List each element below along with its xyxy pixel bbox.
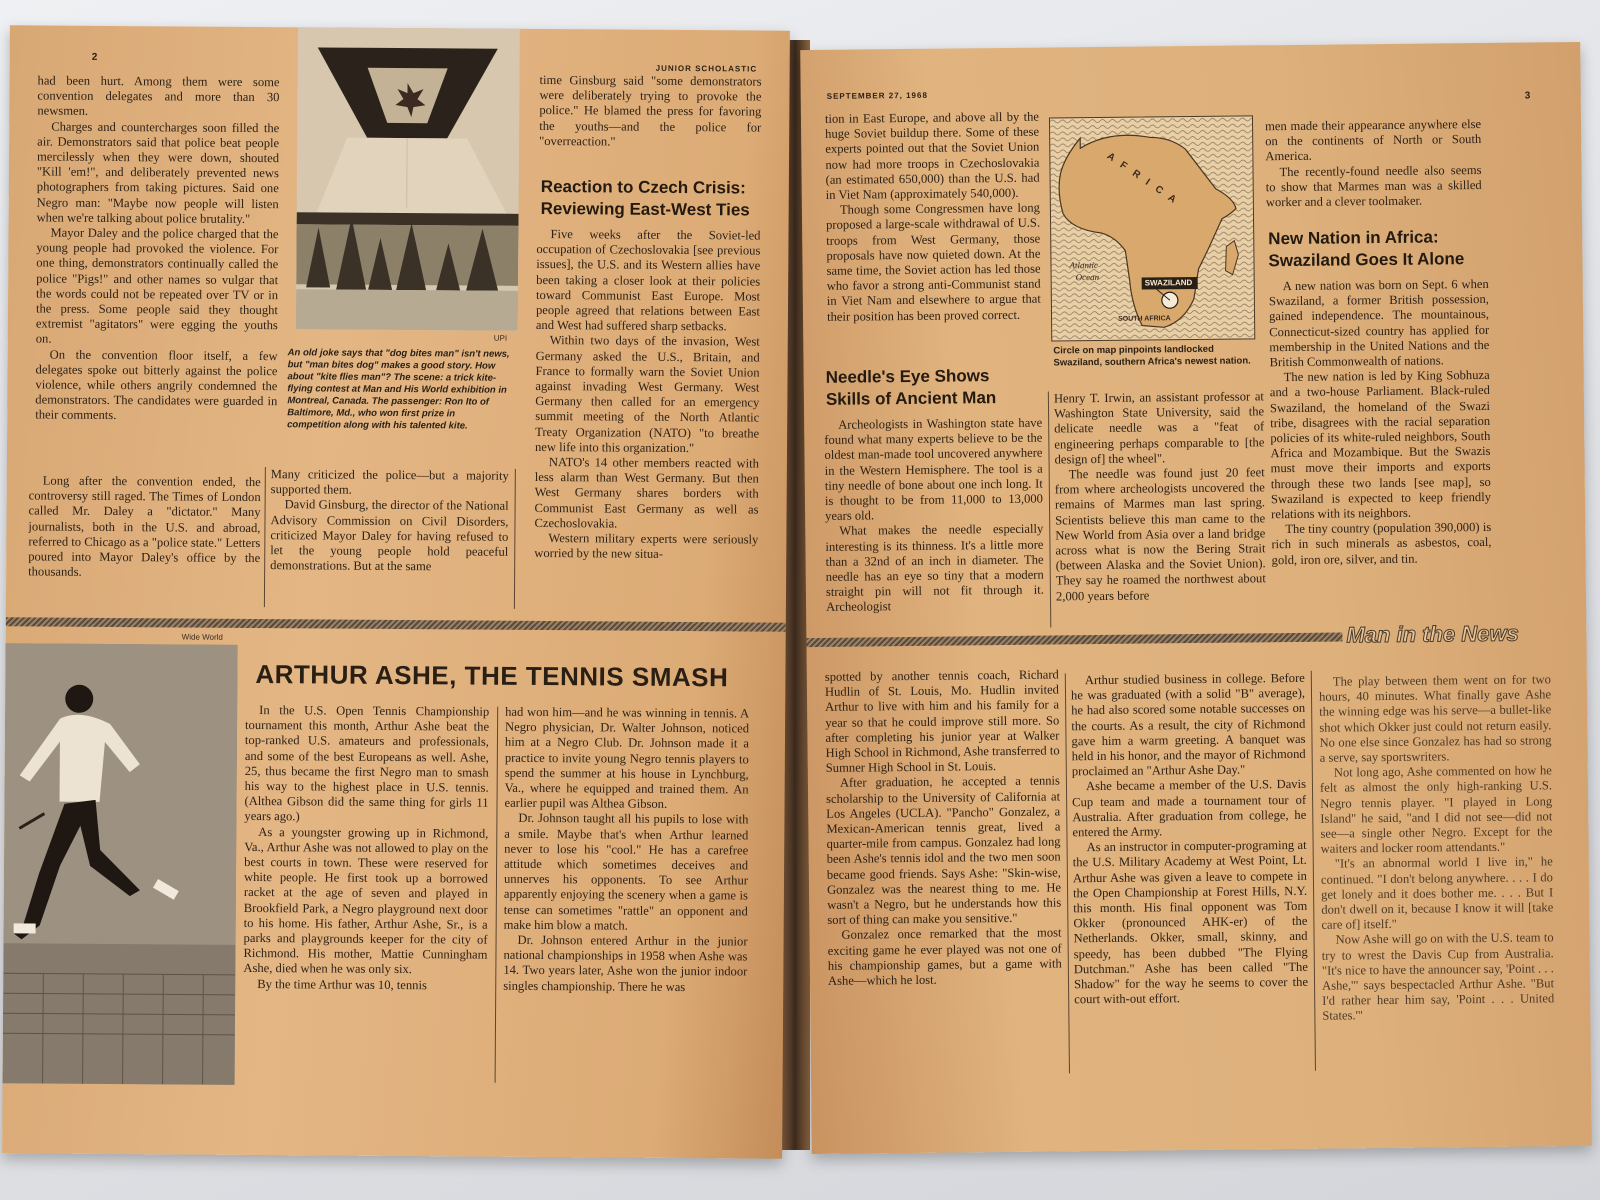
left-page — [2, 25, 790, 1158]
paragraph: Now Ashe will go on with the U.S. team to try to wrest the Davis Cup from Australia. "It's nice to have the announcer say, 'Point . . . Ashe,'" says bespectacled Arthur Ashe. "But I'd rather hear him say, 'Point . . . United States.'" — [1321, 930, 1555, 1024]
man-in-news-banner: Man in the News — [1346, 620, 1519, 648]
paragraph: Not long ago, Ashe commented on how he felt as almost the only high-ranking U.S. Negro tennis player. "I played in Long Island" he said, "and I did not see—did not see—a single other Negro. Except for the waiters and locker room attendants." — [1319, 763, 1553, 856]
paragraph: By the time Arthur was 10, tennis — [257, 976, 427, 992]
swazi-heading-2: Swaziland Goes It Alone — [1268, 249, 1465, 271]
paragraph: spotted by another tennis coach, Richard Hudlin of St. Louis, Mo. Hudlin invited Arthur to live with him and his family for a year so that he could improve still more. So after completing his junior year at Walker High School in Richmond, Ashe transferred to Sumner High School in St. Louis. — [824, 667, 1060, 776]
africa-map — [1049, 115, 1255, 341]
paragraph: had been hurt. Among them were some convention delegates and more than 30 newsmen. — [37, 73, 280, 119]
paragraph: NATO's 14 other members reacted with less alarm than West Germany. But then West Germany shares borders with Communist East Germany as well as Czechoslovakia. — [534, 455, 759, 531]
paragraph: Charges and countercharges soon filled the air. Demonstrators said that police beat people mercilessly when they were down, shouted "Kill 'em!", and deliberately prevented news photographers from taking pictures. Said one Negro man: "Maybe now people will listen when we're talking about police brutality." — [36, 119, 280, 226]
paragraph: A new nation was born on Sept. 6 when Swaziland, a former British possession, gained independence. The mountainous, Connecticut-sized country has applied for membership in the United Nations and the British Commonwealth of nations. — [1268, 276, 1490, 370]
ashe-col-1 — [243, 703, 490, 1085]
page-number-right: 3 — [1524, 90, 1532, 102]
paragraph: Gonzalez once remarked that the most exciting game he ever played was not one of his championship games, but a game with Ashe—which he lost. — [827, 925, 1062, 988]
section-rule — [806, 632, 1342, 647]
ashe-title: ARTHUR ASHE, THE TENNIS SMASH — [255, 659, 729, 693]
paragraph: men made their appearance anywhere else on the continents of North or South America. — [1264, 116, 1482, 164]
map-caption: Circle on map pinpoints landlocked Swaziland, southern Africa's newest nation. — [1053, 343, 1251, 369]
photo-caption: An old joke says that "dog bites man" isn't news, but "man bites dog" makes a good story. How about "kite flies man"? The scene: a trick kite-flying contest at Man and His World exhibition in Montreal, Canada. The passenger: Ron Ito of Baltimore, Md., who won first prize in competition along with his talented kite. — [287, 347, 510, 432]
czech-article — [534, 227, 761, 613]
photo-credit: UPI — [493, 333, 508, 343]
column-divider — [1311, 671, 1316, 1071]
issue-date: SEPTEMBER 27, 1968 — [826, 90, 928, 101]
ashe-col-5 — [1319, 672, 1555, 1084]
column-divider — [495, 707, 499, 1083]
map-label-atlantic: Atlantic — [1069, 260, 1099, 271]
ashe-photo-credit: Wide World — [181, 632, 223, 642]
right-page — [800, 42, 1592, 1154]
section-rule — [6, 617, 786, 631]
czech-heading-2: Reviewing East-West Ties — [540, 199, 750, 220]
paragraph: Many criticized the police—but a majority supported them. — [270, 467, 509, 497]
paragraph: Ashe became a member of the U.S. Davis Cup team and made a tournament tour of Australia. After graduation from college, he entered the Army. — [1072, 777, 1307, 840]
paragraph: Within two days of the invasion, West Germany asked the U.S., Britain, and France to formally warn the Soviet Union against invading West Germany. West Germany then called for an emergency summit meeting of the North Atlantic Treaty Organization (NATO) "to breathe new life into this organization." — [534, 333, 760, 455]
paragraph: The recently-found needle also seems to show that Marmes man was a skilled worker and a clever toolmaker. — [1265, 162, 1482, 210]
swazi-article — [1269, 277, 1493, 623]
column-divider — [1048, 392, 1051, 628]
ashe-photo — [3, 643, 238, 1085]
paragraph: In the U.S. Open Tennis Championship tournament this month, Arthur Ashe beat the top-ranked U.S. amateurs and professionals, and some of the best Europeans as well. Ashe, 25, thus became the first Negro man to smash his way to the highest place in U.S. tennis. (Althea Gibson did the same thing for girls 11 years ago.) — [244, 703, 490, 824]
column-divider — [1065, 673, 1070, 1073]
paragraph: Henry T. Irwin, an assistant professor at Washington State University, said the delicate needle was a "feat of engineering perhaps comparable to [the design of] the wheel". — [1053, 389, 1265, 467]
paragraph: After graduation, he accepted a tennis scholarship to the University of California at Los Angeles (UCLA). "Pancho" Gonzalez, a Mexican-American tennis great, lived a quarter-mile from campus. Gonzalez had long been Ashe's tennis idol and the two men soon became good friends. Says Ashe: "Skin-wise, Gonzalez was the nearest thing to me. He wasn't a Negro, but he understands how this sort of thing can make you sensitive." — [826, 773, 1062, 928]
paragraph: The tiny country (population 390,000) is rich in such minerals as asbestos, coal, gold, iron ore, silver, and tin. — [1271, 520, 1492, 567]
article-col-2 — [270, 467, 509, 609]
paragraph: On the convention floor itself, a few delegates spoke out bitterly against the police violence, while others angrily condemned the demonstrators. The candidates were guarded in their comments. — [35, 347, 278, 423]
paragraph: tion in East Europe, and above all by the huge Soviet buildup there. Some of these experts pointed out that the Soviet Union now had more troops in Czechoslovakia (an estimated 650,000) than the U.S. had in Viet Nam (approximately 540,000). — [824, 109, 1040, 202]
running-header: JUNIOR SCHOLASTIC — [655, 63, 758, 74]
needle-col-1 — [824, 416, 1044, 630]
needle-heading-2: Skills of Ancient Man — [825, 388, 997, 409]
paragraph: The new nation is led by King Sobhuza and a two-house Parliament. Black-ruled Swaziland, the homeland of the Swazi tribe, disagrees with the racial separation policies of its white-ruled neighbors, South Africa and Mozambique. But the Swazis must move their imports and exports through these two lands [see map], so Swaziland is expected to keep friendly relations with its neighbors. — [1269, 368, 1492, 522]
paragraph: Dr. Johnson entered Arthur in the junior national championships in 1958 when Ashe was 14. Two years later, Ashe won the junior indoor singles championship. There he was — [503, 932, 748, 994]
paragraph: The needle was found just 20 feet from where archeologists uncovered the remains of Marmes man last spring. Scientists believe this man came to the New World from Asia over a land bridge across what is now the Bering Strait (between Alaska and the Soviet Union). They say he roamed the northwest about 2,000 years before — [1054, 465, 1266, 604]
paragraph: Mayor Daley and the police charged that the young people had provoked the violence. For one thing, demonstrators continually called the police "Pigs!" and other names so vulgar that the words could not be repeated over TV or in the press. Some people said they thought extremist "agitators" were egging the youths on. — [35, 225, 279, 347]
map-label-ocean: Ocean — [1075, 271, 1100, 283]
column-divider — [264, 467, 266, 607]
article-col-1 — [35, 73, 280, 475]
paragraph: Though some Congressmen have long proposed a large-scale withdrawal of U.S. troops from West Germany, those proposals have now quieted down. At the same time, the Soviet action has led those who favor a strong anti-Communist stand in Viet Nam and elsewhere to argue that their position has been proved correct. — [826, 200, 1041, 324]
paragraph: had won him—and he was winning in tennis. A Negro physician, Dr. Walter Johnson, noticed him at a Negro Club. Dr. Johnson made it a practice to invite young Negro tennis players to spend the summer at his house in Lynchburg, Va., where he equipped and trained them. An earlier pupil was Althea Gibson. — [504, 704, 750, 812]
czech-article-cont — [825, 110, 1042, 360]
paragraph: As an instructor in computer-programing at the U.S. Military Academy at West Point, Lt. Arthur Ashe was given a leave to compete in the Open Championship at Forest Hills, N.Y. this month. His final opponent was Tom Okker (pronounced AHK-er) of the Netherlands. Okker, small, skinny, and speedy, has been dubbed "The Flying Dutchman." Ashe has been called "The Shadow" for the way he seems to cover the court with-out effort. — [1072, 838, 1309, 1007]
needle-article-end — [1265, 117, 1482, 219]
page-number-left: 2 — [91, 51, 99, 63]
paragraph: What makes the needle especially interesting is its thinness. It's a little more than a 32nd of an inch in diameter. The needle has an eye so tiny that a modern straight pin will not fit through it. Archeologist — [825, 522, 1044, 615]
kite-photo — [296, 27, 520, 331]
column-divider — [514, 469, 516, 609]
paragraph: Dr. Johnson taught all his pupils to lose with a smile. Maybe that's when Arthur learned never to lose his "cool." He has a carefree attitude which sometimes deceives and unnerves his opponents. To see Arthur apparently enjoying the scenery when a game is tense can sometimes "rattle" an opponent and make him blow a match. — [503, 811, 749, 933]
paragraph: "It's an abnormal world I live in," he continued. "I don't belong anywhere. . . . I do get lonely and it does bother me. . . . But I don't dwell on it, because I know it will [take care of] itself." — [1320, 854, 1554, 932]
paragraph: Arthur studied business in college. Before he was graduated (with a solid "B" average), he had also scored some notable successes on the courts. As a result, the city of Richmond gave him a warm greeting. A banquet was held in his honor, and the mayor of Richmond proclaimed an "Arthur Ashe Day." — [1070, 670, 1306, 779]
swazi-heading-1: New Nation in Africa: — [1268, 227, 1439, 249]
paragraph: Archeologists in Washington state have found what many experts believe to be the oldest man-made tool uncovered anywhere in the Western Hemisphere. The tool is a tiny needle of bone about one inch long. It is thought to be from 11,000 to 13,000 years old. — [824, 415, 1044, 524]
map-label-south-africa: SOUTH AFRICA — [1118, 315, 1171, 323]
paragraph: Five weeks after the Soviet-led occupation of Czechoslovakia [see previous issues], the U.S. and its Western allies have been taking a closer look at their policies toward Communist East Europe. Most people agreed that relations between East and West had suffered sharp setbacks. — [535, 227, 761, 334]
ashe-col-3 — [825, 667, 1063, 1079]
paragraph: The play between them went on for two hours, 40 minutes. What finally gave Ashe the winning edge was his serve—a bullet-like shot which Okker just could not return easily. No one else since Gonzalez has had so strong a serve, say sportswriters. — [1318, 672, 1552, 765]
paragraph: Western military experts were seriously worried by the new situa- — [534, 531, 759, 562]
paragraph: As a youngster growing up in Richmond, Va., Arthur Ashe was not allowed to play on the best courts in town. These were reserved for white people. He first took up a borrowed racket at the age of seven and played in Brookfield Park, a Negro playground next door to his home. His father, Arthur Ashe, Sr., is a parks and playgrounds keeper for the city of Richmond. His mother, Mattie Cunningham Ashe, died when he was only six. — [243, 824, 489, 977]
paragraph: David Ginsburg, the director of the National Advisory Commission on Civil Disorders, criticized Mayor Daley for having refused to let the young people hold peaceful demonstrations. But at the same — [270, 497, 509, 574]
article-col-3-top — [539, 73, 762, 165]
paragraph: time Ginsburg said "some demonstrators were deliberately trying to provoke the police." He blamed the press for favoring the youths—and the police for "overreaction." — [539, 72, 762, 149]
czech-heading-1: Reaction to Czech Crisis: — [540, 177, 746, 198]
map-label-africa: A F R I C A — [1104, 150, 1181, 208]
ashe-col-4 — [1071, 671, 1309, 1083]
paragraph: Long after the convention ended, the controversy still raged. The Times of London called Mr. Daley a "dictator." Many journalists, both in the U.S. and abroad, referred to Chicago as a "police state." Letters poured into Mayor Daley's office by the thousands. — [28, 473, 261, 580]
needle-heading-1: Needle's Eye Shows — [825, 366, 990, 387]
map-label-swaziland: SWAZILAND — [1144, 278, 1193, 288]
article-col-1-cont — [28, 473, 261, 615]
ashe-col-2 — [503, 705, 750, 1087]
needle-col-2 — [1054, 389, 1266, 627]
